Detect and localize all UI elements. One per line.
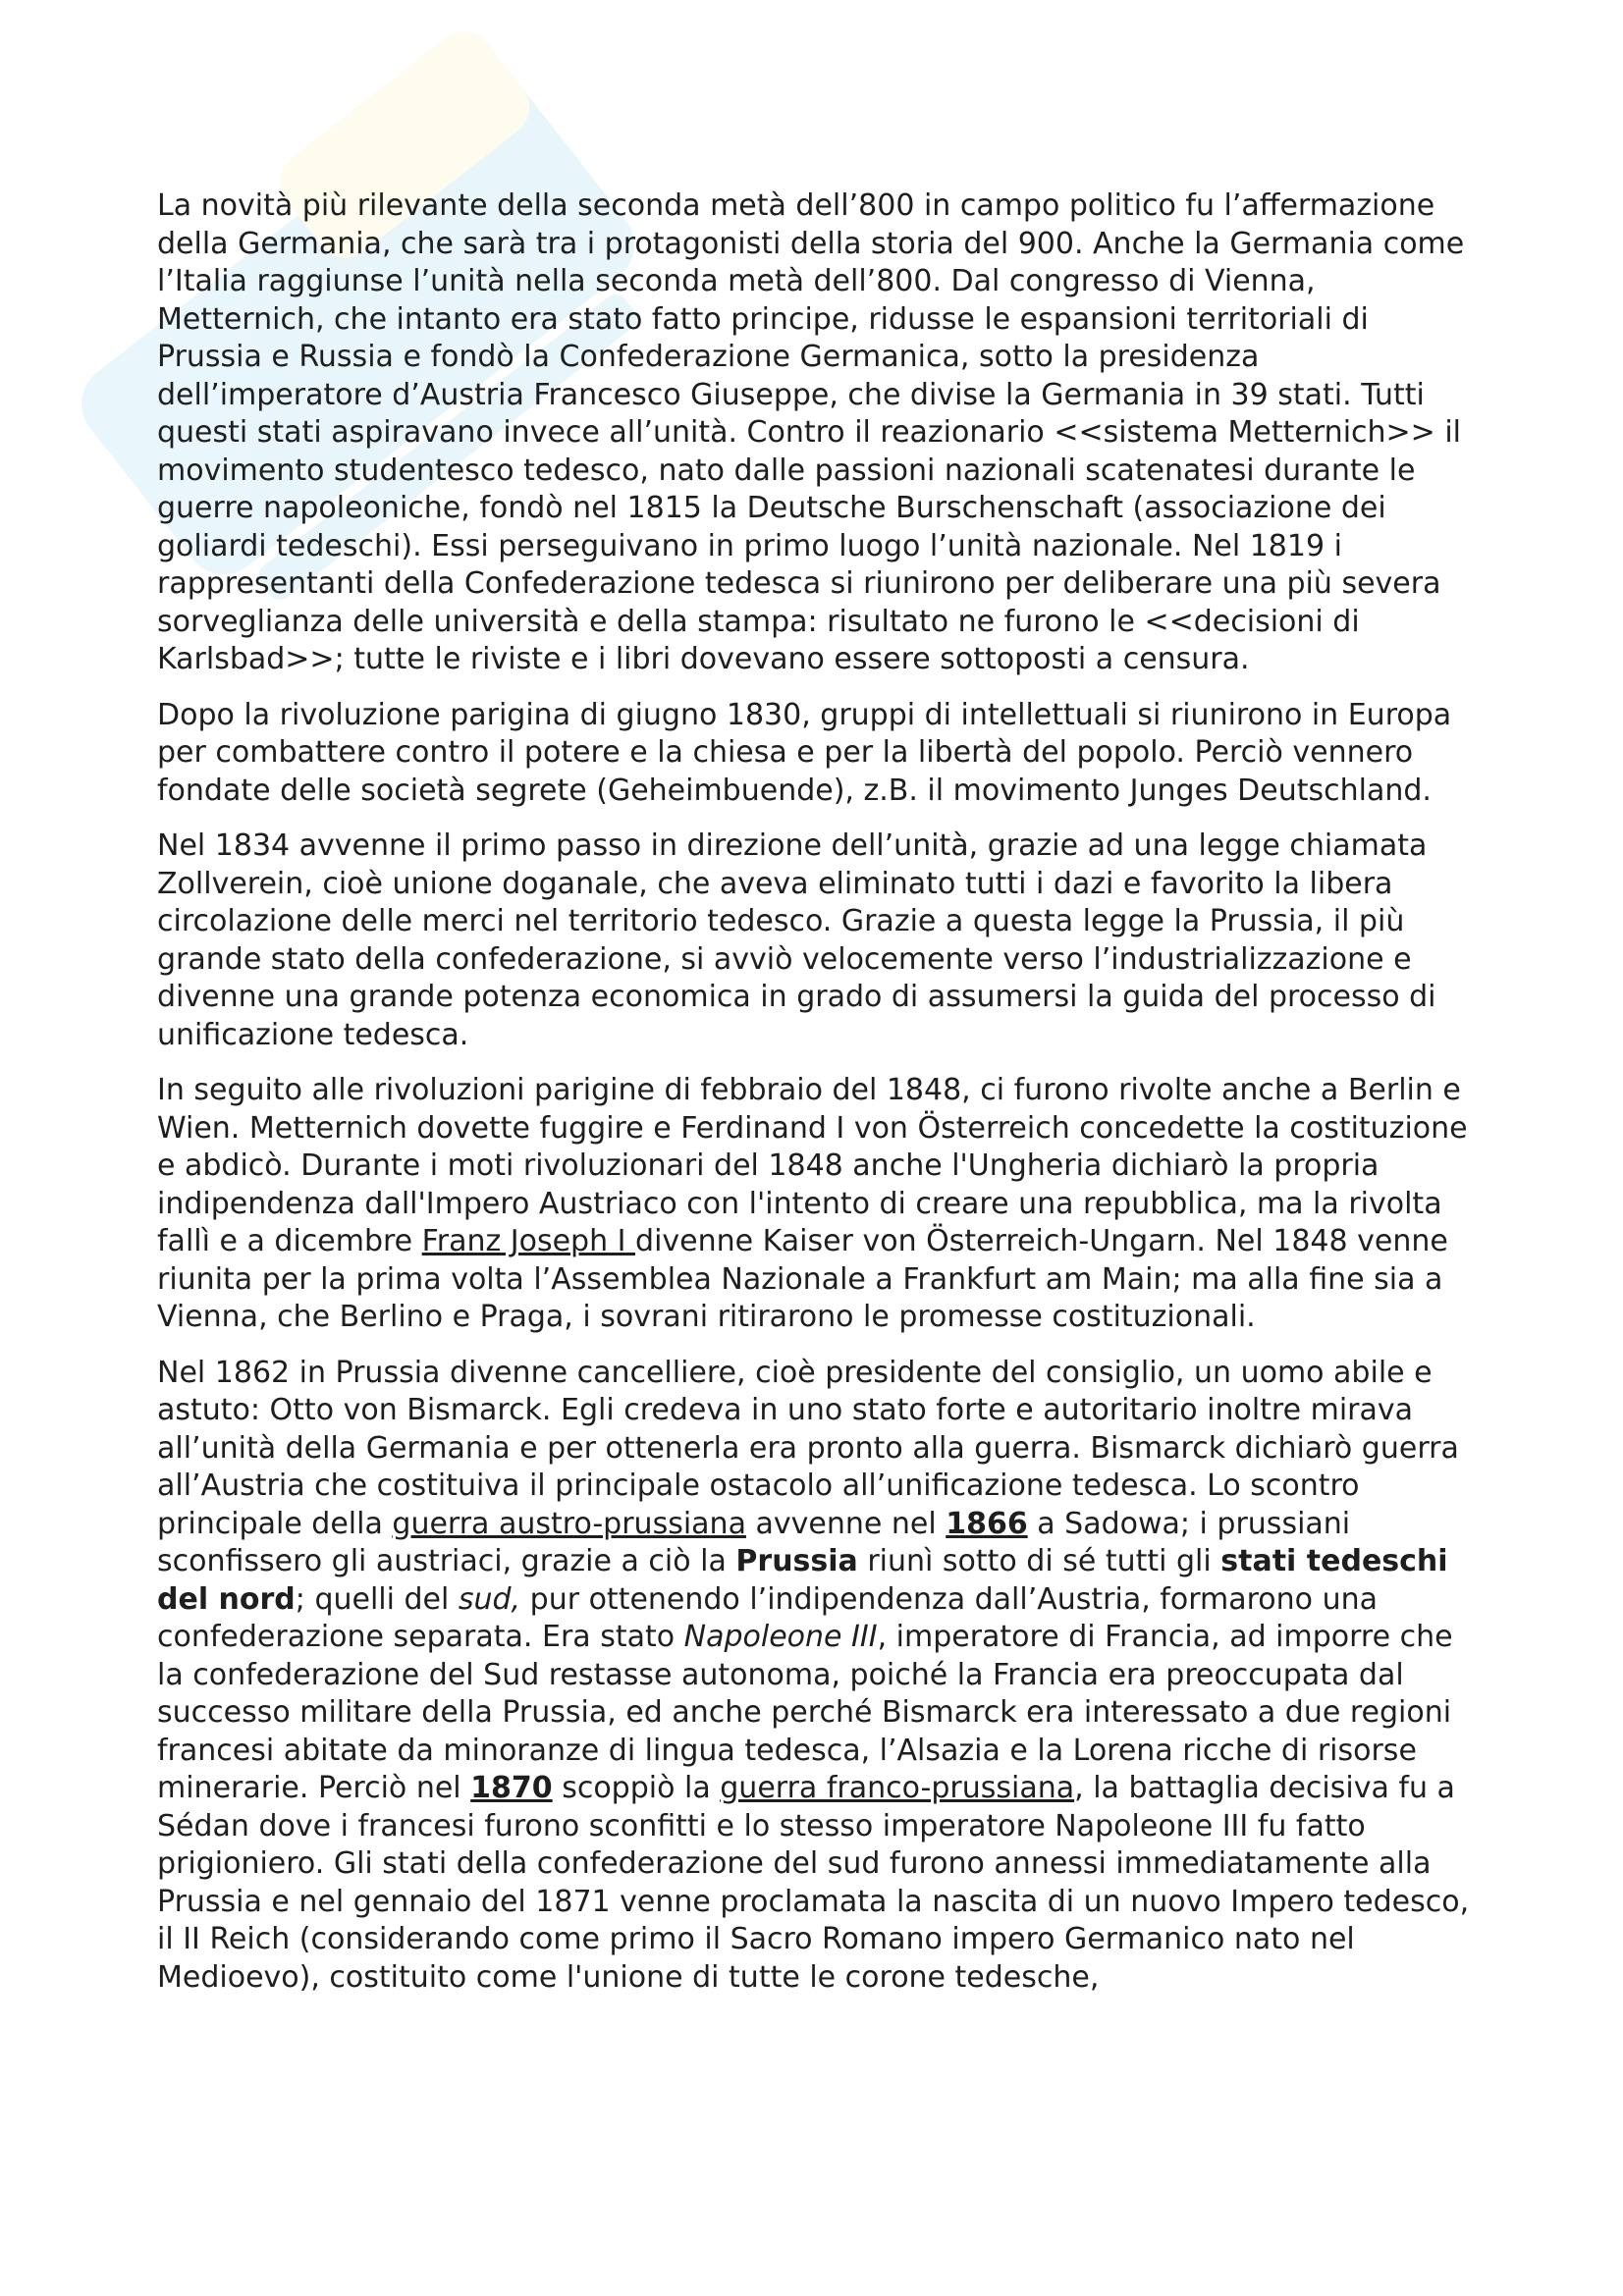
- paragraph-5: [157, 1355, 1483, 1998]
- paragraph-3: Nel 1834 avvenne il primo passo in direzione dell’unità, grazie ad una legge chiamata Zollverein, cioè unione doganale, che aveva eliminato tutti i dazi e favorito la libera circolazione delle merci nel territorio tedesco. Grazie a questa legge la Prussia, il più grande stato della confederazione, si avviò velocemente verso l’industrializzazione e divenne una grande potenza economica in grado di assumersi la guida del processo di unificazione tedesca.: [157, 828, 1436, 1052]
- link-franz-joseph[interactable]: Franz Joseph I: [421, 1224, 636, 1258]
- paragraph-5-text-9: , la battaglia decisiva fu a Sédan dove i francesi furono sconfitti e lo stesso imperatore Napoleone III fu fatto prigioniero. Gli stati della confederazione del sud furono annessi immediatamente alla Prussia e nel gennaio del 1871 venne proclamata la nascita di un nuovo Impero tedesco, il II Reich (considerando come primo il Sacro Romano impero Germanico nato nel Medioevo), costituito come l'unione di tutte le corone tedesche,: [157, 1771, 1470, 1995]
- year-1870[interactable]: 1870: [470, 1771, 553, 1805]
- paragraph-5-text-5: ; quelli del: [295, 1581, 459, 1617]
- term-sud: sud,: [458, 1581, 521, 1617]
- paragraph-5-text-1: Nel 1862 in Prussia divenne cancelliere, cioè presidente del consiglio, un uomo abile e astuto: Otto von Bismarck. Egli credeva in uno stato forte e autoritario inoltre mirava all’unità della Germania e per ottenerla era pronto alla guerra. Bismarck dichiarò guerra all’Austria che costituiva il principale ostacolo all’unificazione tedesca. Lo scontro principale della: [157, 1355, 1459, 1541]
- document-body: [157, 187, 1483, 2014]
- paragraph-5-text-4: riunì sotto di sé tutti gli: [857, 1544, 1221, 1578]
- link-guerra-austro-prussiana[interactable]: guerra austro-prussiana: [392, 1506, 746, 1541]
- paragraph-5-text-6: pur ottenendo l’indipendenza dall’Austria, formarono una confederazione separata. Era stato: [157, 1581, 1378, 1654]
- paragraph-4-text-b: divenne Kaiser von Österreich-Ungarn. Nel 1848 venne riunita per la prima volta l’Assemblea Nazionale a Frankfurt am Main; ma alla fine sia a Vienna, che Berlino e Praga, i sovrani ritirarono le promesse costituzionali.: [157, 1224, 1448, 1334]
- paragraph-5-text-7: , imperatore di Francia, ad imporre che la confederazione del Sud restasse autonoma, poiché la Francia era preoccupata dal successo militare della Prussia, ed anche perché Bismarck era interessato a due regioni francesi abitate da minoranze di lingua tedesca, l’Alsazia e la Lorena ricche di risorse minerarie. Perciò nel: [157, 1620, 1453, 1805]
- paragraph-5-text-2: avvenne nel: [745, 1506, 947, 1541]
- paragraph-2: Dopo la rivoluzione parigina di giugno 1830, gruppi di intellettuali si riunirono in Europa per combattere contro il potere e la chiesa e per la libertà del popolo. Perciò vennero fondate delle società segrete (Geheimbuende), z.B. il movimento Junges Deutschland.: [157, 697, 1452, 808]
- paragraph-1: La novità più rilevante della seconda metà dell’800 in campo politico fu l’affermazione della Germania, che sarà tra i protagonisti della storia del 900. Anche la Germania come l’Italia raggiunse l’unità nella seconda metà dell’800. Dal congresso di Vienna, Metternich, che intanto era stato fatto principe, ridusse le espansioni territoriali di Prussia e Russia e fondò la Confederazione Germanica, sotto la presidenza dell’imperatore d’Austria Francesco Giuseppe, che divise la Germania in 39 stati. Tutti questi stati aspiravano invece all’unità. Contro il reazionario <<sistema Metternich>> il movimento studentesco tedesco, nato dalle passioni nazionali scatenatesi durante le guerre napoleoniche, fondò nel 1815 la Deutsche Burschenschaft (associazione dei goliardi tedeschi). Essi perseguivano in primo luogo l’unità nazionale. Nel 1819 i rappresentanti della Confederazione tedesca si riunirono per deliberare una più severa sorveglianza delle università e della stampa: risultato ne furono le <<decisioni di Karlsbad>>; tutte le riviste e i libri dovevano essere sottoposti a censura.: [157, 188, 1465, 676]
- term-prussia: Prussia: [735, 1544, 858, 1578]
- term-stati-tedeschi-del-nord: stati tedeschi del nord: [157, 1544, 1448, 1617]
- paragraph-4: [157, 1072, 1483, 1337]
- term-napoleone-iii: Napoleone III: [683, 1620, 878, 1654]
- paragraph-4-text-a: In seguito alle rivoluzioni parigine di febbraio del 1848, ci furono rivolte anche a Berlin e Wien. Metternich dovette fuggire e Ferdinand I von Österreich concedette la costituzione e abdicò. Durante i moti rivoluzionari del 1848 anche l'Ungheria dichiarò la propria indipendenza dall'Impero Austriaco con l'intento di creare una repubblica, ma la rivolta fallì e a dicembre: [157, 1073, 1468, 1258]
- year-1866[interactable]: 1866: [946, 1506, 1028, 1541]
- paragraph-5-text-3: a Sadowa; i prussiani sconfissero gli austriaci, grazie a ciò la: [157, 1506, 1351, 1578]
- paragraph-5-text-8: scoppiò la: [552, 1771, 721, 1805]
- link-guerra-franco-prussiana[interactable]: guerra franco-prussiana: [720, 1771, 1075, 1805]
